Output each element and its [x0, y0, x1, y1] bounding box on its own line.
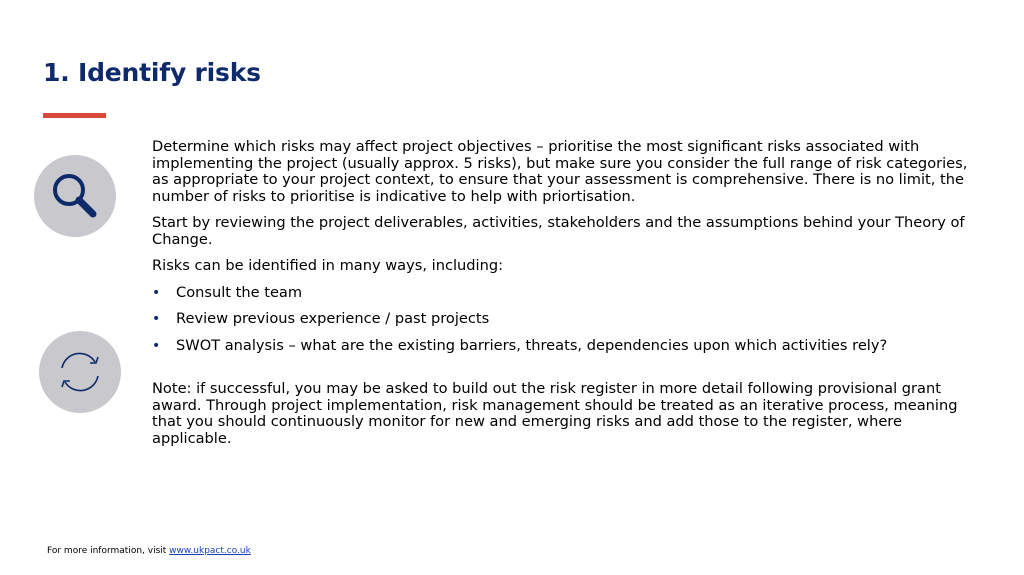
ways-intro: Risks can be identified in many ways, including:	[152, 257, 504, 274]
list-item-text: SWOT analysis – what are the existing barriers, threats, dependencies upon which activities rely?	[176, 336, 888, 354]
bullet-marker: •	[152, 337, 161, 354]
list-item	[152, 338, 977, 355]
start-paragraph: Start by reviewing the project deliverables, activities, stakeholders and the assumptions behind your Theory of Change.	[152, 214, 965, 248]
bullet-marker: •	[152, 284, 161, 301]
list-item-text: Review previous experience / past projects	[176, 310, 490, 327]
title-accent-bar	[43, 113, 106, 118]
bullet-marker: •	[152, 311, 161, 327]
footer-text: For more information, visit	[47, 546, 170, 556]
intro-paragraph: Determine which risks may affect project objectives – prioritise the most significant risks associated with implementing the project (usually approx. 5 risks), but make sure you consider the full range of risk categories, as appropriate to your project context, to ensure that your assessment is comprehensive. There is no limit, the number of risks to prioritise is indicative to help with priortisation.	[152, 138, 968, 205]
list-item	[152, 285, 977, 302]
page-title: 1. Identify risks	[43, 58, 261, 87]
ways-list	[152, 285, 977, 355]
list-item-text: Consult the team	[176, 283, 303, 301]
footer	[47, 546, 251, 556]
note-paragraph: Note: if successful, you may be asked to build out the risk register in more detail following provisional grant award. Through project implementation, risk management should be treated as an iterative process, meaning that you should continuously monitor for new and emerging risks and add those to the register, where applicable.	[152, 380, 958, 447]
content-body	[152, 139, 977, 457]
search-icon	[34, 155, 116, 237]
refresh-icon	[39, 331, 121, 413]
list-item	[152, 311, 977, 328]
footer-link[interactable]: www.ukpact.co.uk	[169, 546, 251, 556]
